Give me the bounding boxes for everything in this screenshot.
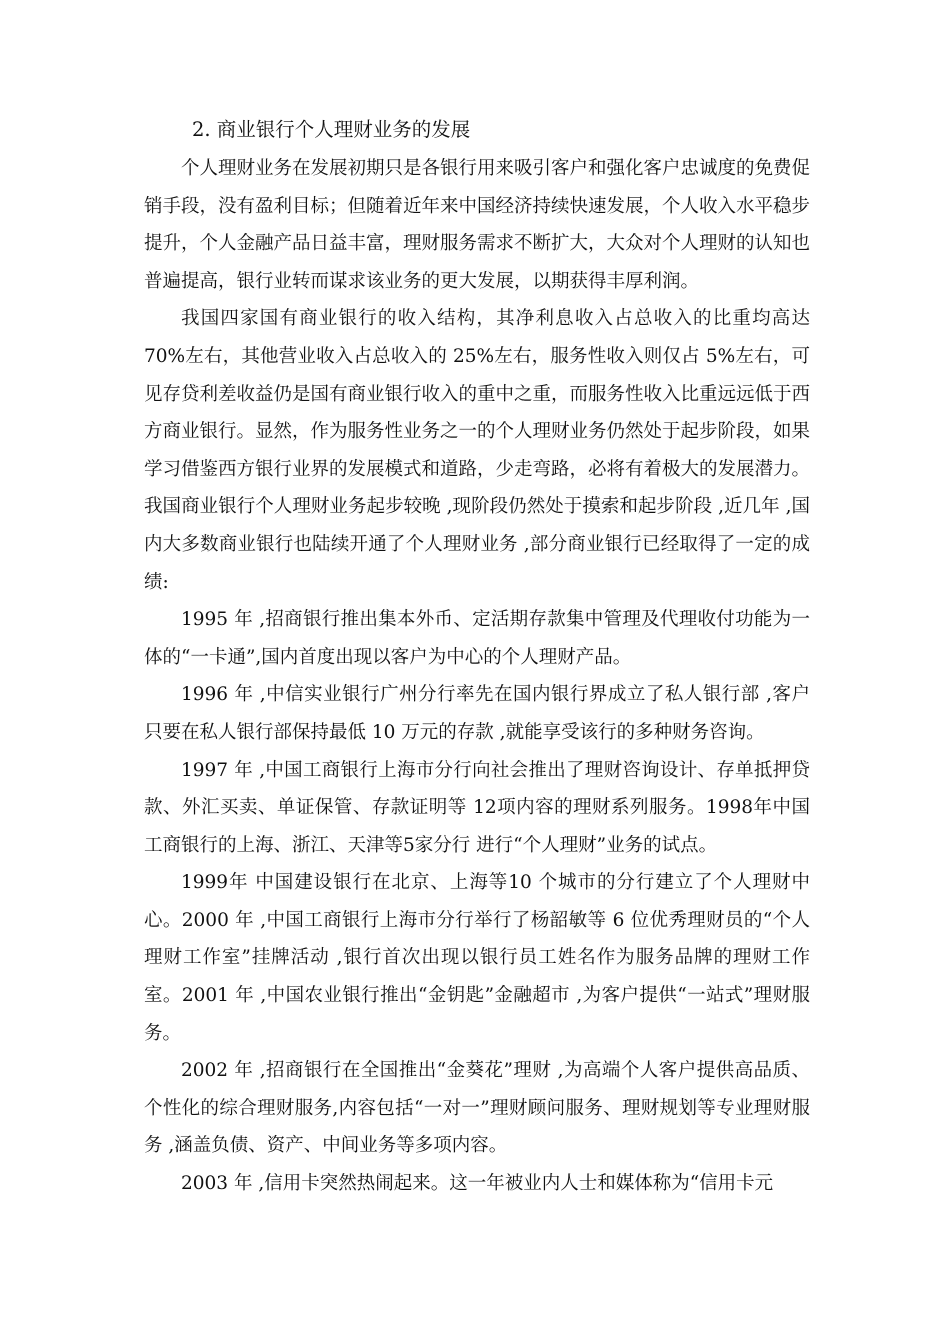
paragraph-income-structure: 我国四家国有商业银行的收入结构，其净利息收入占总收入的比重均高达70%左右，其他营业收入占总收入的 25%左右，服务性收入则仅占 5%左右，可见存贷利差收益仍是国有商业银行收入的重中之重，而服务性收入比重远远低于西方商业银行。显然，作为服务性业务之一的个人理财业务仍然处于起步阶段，如果学习借鉴西方银行业界的发展模式和道路，少走弯路，必将有着极大的发展潜力。我国商业银行个人理财业务起步较晚 ,现阶段仍然处于摸索和起步阶段 ,近几年 ,国内大多数商业银行也陆续开通了个人理财业务 ,部分商业银行已经取得了一定的成绩: <box>144 308 811 593</box>
paragraph-2002: 2002 年 ,招商银行在全国推出“金葵花”理财 ,为高端个人客户提供高品质、个性化的综合理财服务,内容包括“一对一”理财顾问服务、理财规划等专业理财服务 ,涵盖负债、资产、中间业务等多项内容。 <box>144 1060 810 1157</box>
paragraph-1996: 1996 年 ,中信实业银行广州分行率先在国内银行界成立了私人银行部 ,客户只要在私人银行部保持最低 10 万元的存款 ,就能享受该行的多种财务咨询。 <box>144 684 810 743</box>
paragraph-2003: 2003 年 ,信用卡突然热闹起来。这一年被业内人士和媒体称为“信用卡元 <box>181 1173 774 1195</box>
section-heading: 2. 商业银行个人理财业务的发展 <box>192 118 471 141</box>
paragraph-1995: 1995 年 ,招商银行推出集本外币、定活期存款集中管理及代理收付功能为一体的“一卡通”,国内首度出现以客户为中心的个人理财产品。 <box>144 609 810 668</box>
document-page <box>144 110 810 1203</box>
paragraph-1997: 1997 年 ,中国工商银行上海市分行向社会推出了理财咨询设计、存单抵押贷款、外汇买卖、单证保管、存款证明等 12项内容的理财系列服务。1998年中国工商银行的上海、浙江、天津等5家分行 进行“个人理财”业务的试点。 <box>144 759 810 856</box>
paragraph-1999: 1999年 中国建设银行在北京、上海等10 个城市的分行建立了个人理财中心。2000 年 ,中国工商银行上海市分行举行了杨韶敏等 6 位优秀理财员的“个人理财工作室”挂牌活动 ,银行首次出现以银行员工姓名作为服务品牌的理财工作室。2001 年 ,中国农业银行推出“金钥匙”金融超市 ,为客户提供“一站式”理财服务。 <box>144 872 810 1044</box>
paragraph-intro: 个人理财业务在发展初期只是各银行用来吸引客户和强化客户忠诚度的免费促销手段，没有盈利目标；但随着近年来中国经济持续快速发展，个人收入水平稳步提升，个人金融产品日益丰富，理财服务需求不断扩大，大众对个人理财的认知也普遍提高，银行业转而谋求该业务的更大发展，以期获得丰厚利润。 <box>144 158 811 292</box>
